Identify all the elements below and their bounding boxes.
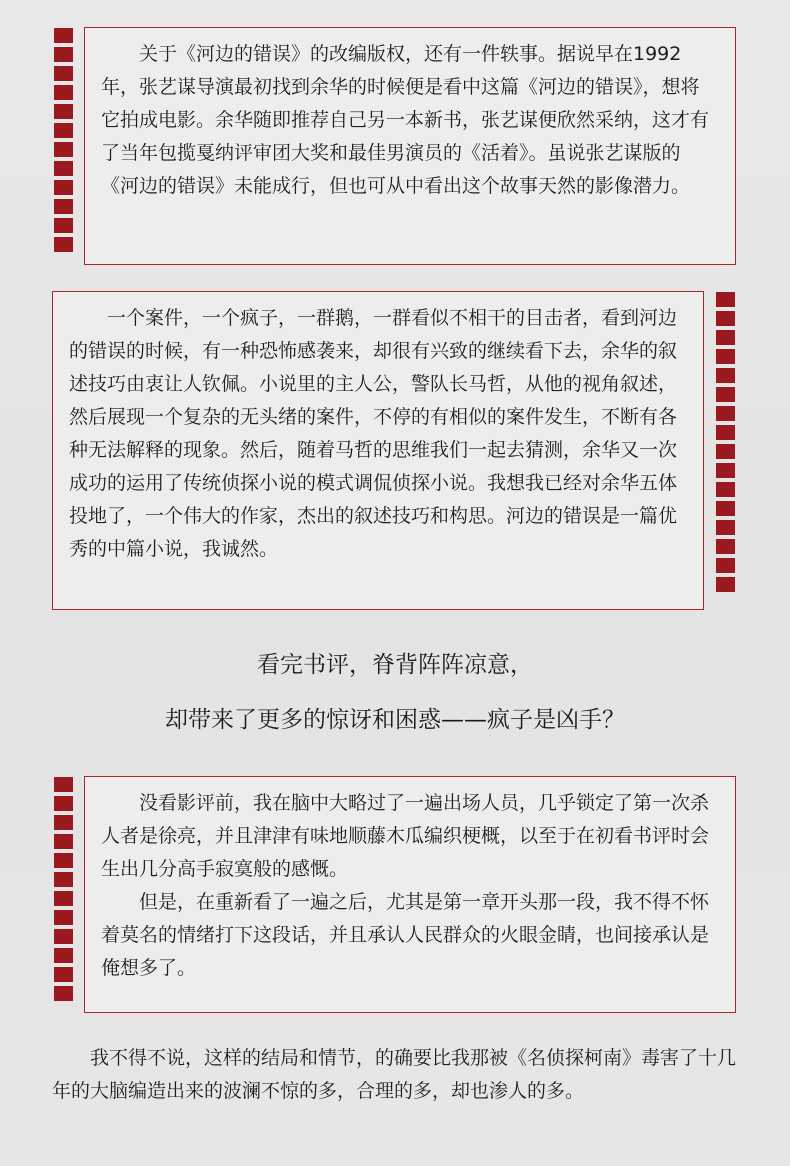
decorative-strip-right	[716, 292, 735, 596]
decorative-strip-left-1	[54, 28, 73, 256]
quote-card-2	[52, 291, 704, 610]
quote-card-1	[84, 27, 736, 265]
headline-line-1: 看完书评，脊背阵阵凉意，	[257, 652, 533, 678]
decorative-strip-left-2	[54, 777, 73, 1005]
headline-line-2: 却带来了更多的惊讶和困惑——疯子是凶手？	[165, 707, 625, 733]
quote-card-3	[84, 776, 736, 1013]
quote-card-3-paragraph-2: 但是，在重新看了一遍之后，尤其是第一章开头那一段，我不得不怀着莫名的情绪打下这段话，并且承认人民群众的火眼金睛，也间接承认是俺想多了。	[101, 891, 710, 979]
closing-text: 我不得不说，这样的结局和情节，的确要比我那被《名侦探柯南》毒害了十几年的大脑编造出来的波澜不惊的多，合理的多，却也渗人的多。	[52, 1047, 737, 1102]
closing-paragraph	[52, 1042, 752, 1108]
quote-card-2-paragraph: 一个案件，一个疯子，一群鹅，一群看似不相干的目击者，看到河边的错误的时候，有一种恐怖感袭来，却很有兴致的继续看下去，余华的叙述技巧由衷让人钦佩。小说里的主人公，警队长马哲，从他的视角叙述，然后展现一个复杂的无头绪的案件，不停的有相似的案件发生，不断有各种无法解释的现象。然后，随着马哲的思维我们一起去猜测，余华又一次成功的运用了传统侦探小说的模式调侃侦探小说。我想我已经对余华五体投地了，一个伟大的作家，杰出的叙述技巧和构思。河边的错误是一篇优秀的中篇小说，我诚然。	[69, 307, 678, 560]
quote-card-3-paragraph-1: 没看影评前，我在脑中大略过了一遍出场人员，几乎锁定了第一次杀人者是徐亮，并且津津有味地顺藤木瓜编织梗概，以至于在初看书评时会生出几分高手寂寞般的感慨。	[101, 792, 710, 880]
quote-card-1-paragraph: 关于《河边的错误》的改编版权，还有一件轶事。据说早在1992年，张艺谋导演最初找到余华的时候便是看中这篇《河边的错误》，想将它拍成电影。余华随即推荐自己另一本新书，张艺谋便欣然采纳，这才有了当年包揽戛纳评审团大奖和最佳男演员的《活着》。虽说张艺谋版的《河边的错误》未能成行，但也可从中看出这个故事天然的影像潜力。	[101, 43, 710, 197]
